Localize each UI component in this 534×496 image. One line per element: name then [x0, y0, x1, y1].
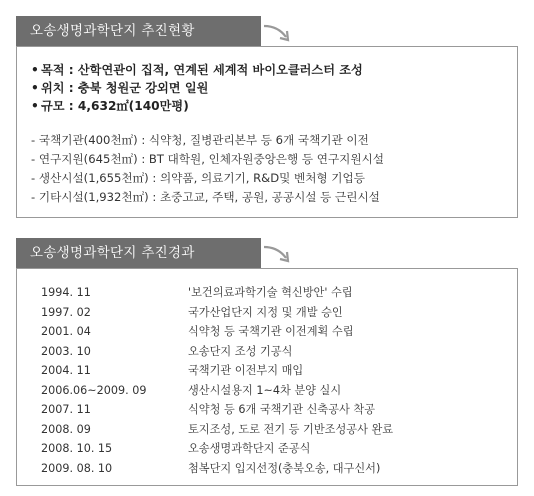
- timeline-date: 1994. 11: [41, 286, 91, 299]
- timeline-date: 2007. 11: [41, 403, 91, 416]
- timeline-event: 첨복단지 입지선정(충북오송, 대구신서): [188, 461, 381, 475]
- status-panel: [16, 46, 518, 218]
- timeline-event: 오송단지 조성 기공식: [188, 344, 293, 358]
- bullet-icon: •: [31, 81, 39, 95]
- curved-arrow-icon: [262, 244, 294, 266]
- key-fact-scale: [31, 97, 363, 115]
- timeline-event: 식약청 등 6개 국책기관 신축공사 착공: [188, 403, 376, 416]
- timeline-event: 식약청 등 국책기관 이전계획 수립: [188, 325, 354, 338]
- timeline-event: 오송생명과학단지 준공식: [188, 442, 311, 455]
- bullet-icon: •: [31, 63, 39, 77]
- facility-item: - 연구지원(645천㎡) : BT 대학원, 인체자원중앙은행 등 연구지원시설: [31, 152, 384, 166]
- curved-arrow-icon: [262, 23, 294, 45]
- timeline-event: 생산시설용지 1~4차 분양 실시: [188, 383, 342, 397]
- timeline-event: 국책기관 이전부지 매입: [188, 364, 304, 377]
- key-facts-list: [31, 61, 363, 115]
- timeline-date: 2004. 11: [41, 364, 91, 377]
- timeline-date: 1997. 02: [41, 305, 91, 319]
- timeline-date: 2001. 04: [41, 325, 91, 338]
- section-title-progress: 오송생명과학단지 추진경과: [16, 238, 261, 268]
- timeline-date: 2008. 09: [41, 422, 91, 436]
- timeline-event: 토지조성, 도로 전기 등 기반조성공사 완료: [188, 422, 394, 436]
- facility-breakdown-list: [31, 131, 384, 207]
- key-fact-purpose: [31, 61, 363, 79]
- section-title-status: 오송생명과학단지 추진현황: [16, 16, 261, 46]
- key-fact-text: 위치 : 충북 청원군 강외면 일원: [41, 81, 209, 95]
- bullet-icon: •: [31, 99, 39, 113]
- progress-panel: [16, 268, 518, 486]
- timeline-event: '보건의료과학기술 혁신방안' 수립: [188, 286, 353, 299]
- timeline-event: 국가산업단지 지정 및 개발 승인: [188, 305, 343, 319]
- facility-item: - 생산시설(1,655천㎡) : 의약품, 의료기기, R&D및 벤처형 기업등: [31, 171, 365, 185]
- key-fact-text: 목적 : 산학연관이 집적, 연계된 세계적 바이오클러스터 조성: [41, 63, 363, 77]
- timeline-date: 2003. 10: [41, 344, 91, 358]
- key-fact-location: [31, 79, 363, 97]
- key-fact-text: 규모 : 4,632㎡(140만평): [41, 99, 189, 113]
- facility-item: - 국책기관(400천㎡) : 식약청, 질병관리본부 등 6개 국책기관 이전: [31, 133, 369, 147]
- timeline-date: 2009. 08. 10: [41, 461, 113, 475]
- timeline-date: 2008. 10. 15: [41, 442, 113, 455]
- facility-item: - 기타시설(1,932천㎡) : 초중고교, 주택, 공원, 공공시설 등 근린시설: [31, 190, 380, 204]
- timeline-date: 2006.06~2009. 09: [41, 383, 147, 397]
